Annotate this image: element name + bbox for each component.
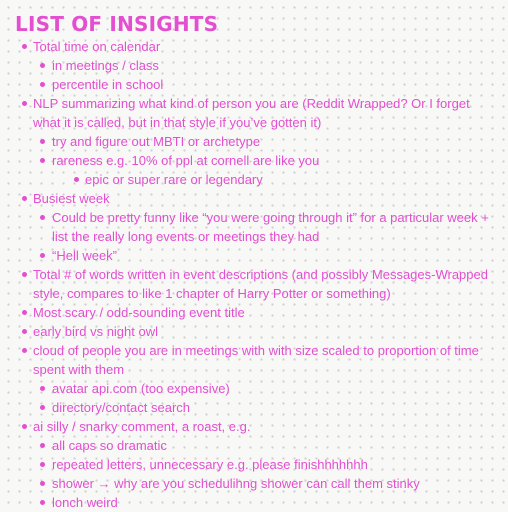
- list-item-level-1: Total time on calendar: [0, 37, 508, 56]
- list-item-level-1: cloud of people you are in meetings with with size scaled to proportion of time spent with them: [0, 341, 508, 379]
- list-item-level-1: early bird vs night owl: [0, 322, 508, 341]
- list-item-level-2: Could be pretty funny like “you were going through it” for a particular week + list the really long events or meetings they had: [0, 208, 508, 246]
- list-item-level-2: all caps so dramatic: [0, 436, 508, 455]
- list-item-level-2: percentile in school: [0, 75, 508, 94]
- insight-list: [0, 37, 508, 512]
- page-title: LIST OF INSIGHTS: [15, 12, 219, 36]
- list-item-level-1: Total # of words written in event descriptions (and possibly Messages-Wrapped style, compares to like 1 chapter of Harry Potter or something): [0, 265, 508, 303]
- list-item-level-2: directory/contact search: [0, 398, 508, 417]
- list-item-level-3: epic or super rare or legendary: [0, 170, 508, 189]
- list-item-level-2: repeated letters, unnecessary e.g. please finishhhhhhh: [0, 455, 508, 474]
- list-item-level-2: shower → why are you schedulihng shower can call them stinky: [0, 474, 508, 493]
- list-item-level-1: ai silly / snarky comment, a roast, e.g.: [0, 417, 508, 436]
- list-item-level-2: avatar api.com (too expensive): [0, 379, 508, 398]
- list-item-level-2: try and figure out MBTI or archetype: [0, 132, 508, 151]
- list-item-level-2: “Hell week”: [0, 246, 508, 265]
- list-item-level-2: lonch weird: [0, 493, 508, 512]
- list-item-level-2: rareness e.g. 10% of ppl at cornell are like you: [0, 151, 508, 170]
- list-item-level-1: Busiest week: [0, 189, 508, 208]
- list-item-level-1: NLP summarizing what kind of person you are (Reddit Wrapped? Or I forget what it is called, but in that style if you’ve gotten it): [0, 94, 508, 132]
- list-item-level-2: in meetings / class: [0, 56, 508, 75]
- list-item-level-1: Most scary / odd-sounding event title: [0, 303, 508, 322]
